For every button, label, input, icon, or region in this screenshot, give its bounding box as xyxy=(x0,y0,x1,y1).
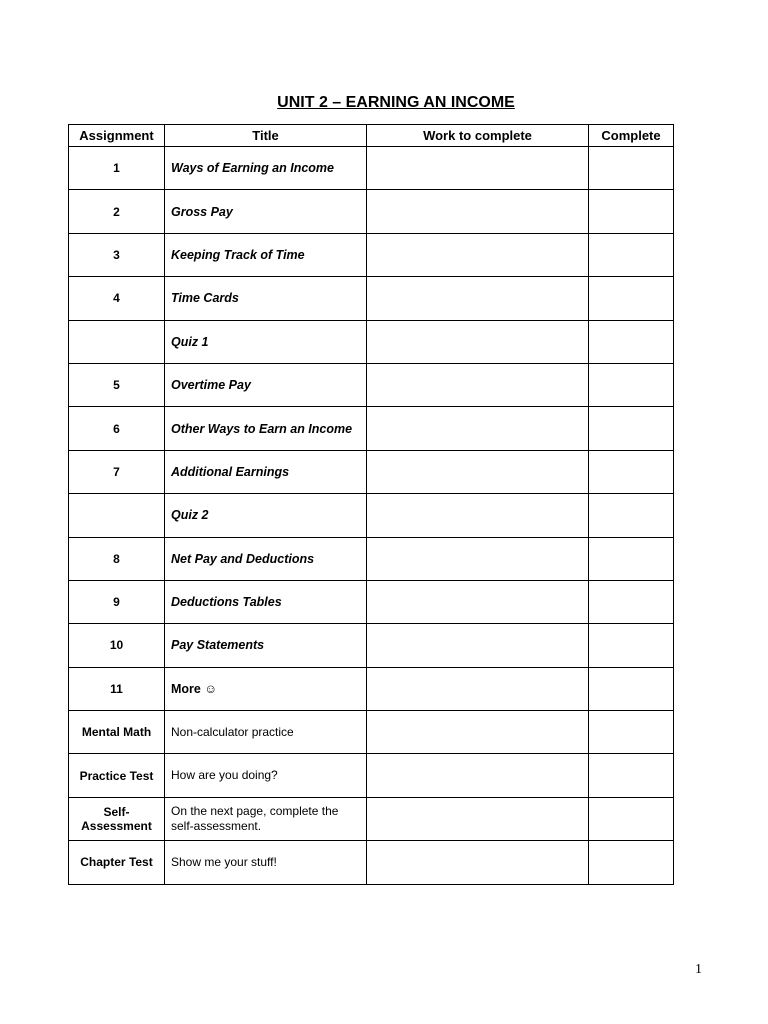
title-cell: Ways of Earning an Income xyxy=(165,147,367,190)
work-to-complete-cell[interactable] xyxy=(367,363,589,406)
complete-cell[interactable] xyxy=(589,147,674,190)
work-to-complete-cell[interactable] xyxy=(367,624,589,667)
assignment-cell xyxy=(69,320,165,363)
assignment-table xyxy=(68,124,674,885)
assignment-cell xyxy=(69,494,165,537)
table-row xyxy=(69,754,674,797)
title-cell: Net Pay and Deductions xyxy=(165,537,367,580)
table-row xyxy=(69,407,674,450)
work-to-complete-cell[interactable] xyxy=(367,147,589,190)
table-row xyxy=(69,537,674,580)
assignment-cell: Mental Math xyxy=(69,711,165,754)
complete-cell[interactable] xyxy=(589,624,674,667)
work-to-complete-cell[interactable] xyxy=(367,754,589,797)
complete-cell[interactable] xyxy=(589,190,674,233)
complete-cell[interactable] xyxy=(589,277,674,320)
title-cell: Deductions Tables xyxy=(165,580,367,623)
assignment-cell: 8 xyxy=(69,537,165,580)
work-to-complete-cell[interactable] xyxy=(367,841,589,884)
work-to-complete-cell[interactable] xyxy=(367,667,589,710)
assignment-cell: 6 xyxy=(69,407,165,450)
table-row xyxy=(69,667,674,710)
complete-cell[interactable] xyxy=(589,450,674,493)
complete-cell[interactable] xyxy=(589,580,674,623)
table-body xyxy=(69,147,674,885)
table-row xyxy=(69,233,674,276)
table-row xyxy=(69,190,674,233)
work-to-complete-cell[interactable] xyxy=(367,190,589,233)
title-cell: Show me your stuff! xyxy=(165,841,367,884)
title-cell: Pay Statements xyxy=(165,624,367,667)
assignment-cell: 10 xyxy=(69,624,165,667)
table-row xyxy=(69,624,674,667)
assignment-cell: 9 xyxy=(69,580,165,623)
title-cell: Additional Earnings xyxy=(165,450,367,493)
complete-cell[interactable] xyxy=(589,407,674,450)
table-row xyxy=(69,277,674,320)
complete-cell[interactable] xyxy=(589,363,674,406)
assignment-cell: 1 xyxy=(69,147,165,190)
work-to-complete-cell[interactable] xyxy=(367,450,589,493)
title-cell: On the next page, complete the self-assessment. xyxy=(165,797,367,840)
title-cell: How are you doing? xyxy=(165,754,367,797)
header-complete: Complete xyxy=(589,125,674,147)
complete-cell[interactable] xyxy=(589,841,674,884)
title-cell: Quiz 1 xyxy=(165,320,367,363)
page-number: 1 xyxy=(695,962,702,977)
table-row xyxy=(69,841,674,884)
work-to-complete-cell[interactable] xyxy=(367,407,589,450)
complete-cell[interactable] xyxy=(589,667,674,710)
title-cell: Non-calculator practice xyxy=(165,711,367,754)
document-title: UNIT 2 – EARNING AN INCOME xyxy=(277,94,515,111)
work-to-complete-cell[interactable] xyxy=(367,277,589,320)
assignment-cell: 11 xyxy=(69,667,165,710)
complete-cell[interactable] xyxy=(589,711,674,754)
assignment-cell: 4 xyxy=(69,277,165,320)
complete-cell[interactable] xyxy=(589,320,674,363)
work-to-complete-cell[interactable] xyxy=(367,797,589,840)
title-cell: Quiz 2 xyxy=(165,494,367,537)
complete-cell[interactable] xyxy=(589,537,674,580)
assignment-cell: Self-Assessment xyxy=(69,797,165,840)
work-to-complete-cell[interactable] xyxy=(367,494,589,537)
assignment-cell: Chapter Test xyxy=(69,841,165,884)
assignment-cell: 7 xyxy=(69,450,165,493)
assignment-cell: 5 xyxy=(69,363,165,406)
title-cell: Keeping Track of Time xyxy=(165,233,367,276)
title-cell: Time Cards xyxy=(165,277,367,320)
work-to-complete-cell[interactable] xyxy=(367,320,589,363)
work-to-complete-cell[interactable] xyxy=(367,580,589,623)
work-to-complete-cell[interactable] xyxy=(367,537,589,580)
table-row xyxy=(69,450,674,493)
title-cell: Gross Pay xyxy=(165,190,367,233)
header-work-to-complete: Work to complete xyxy=(367,125,589,147)
title-cell: Overtime Pay xyxy=(165,363,367,406)
table-header-row xyxy=(69,125,674,147)
table-row xyxy=(69,580,674,623)
complete-cell[interactable] xyxy=(589,494,674,537)
table-row xyxy=(69,147,674,190)
table-row xyxy=(69,711,674,754)
complete-cell[interactable] xyxy=(589,754,674,797)
header-assignment: Assignment xyxy=(69,125,165,147)
work-to-complete-cell[interactable] xyxy=(367,233,589,276)
complete-cell[interactable] xyxy=(589,233,674,276)
table-row xyxy=(69,494,674,537)
table-row xyxy=(69,363,674,406)
header-title: Title xyxy=(165,125,367,147)
complete-cell[interactable] xyxy=(589,797,674,840)
title-cell: Other Ways to Earn an Income xyxy=(165,407,367,450)
table-row xyxy=(69,320,674,363)
assignment-cell: 3 xyxy=(69,233,165,276)
title-cell: More ☺ xyxy=(165,667,367,710)
table-row xyxy=(69,797,674,840)
work-to-complete-cell[interactable] xyxy=(367,711,589,754)
assignment-cell: Practice Test xyxy=(69,754,165,797)
assignment-cell: 2 xyxy=(69,190,165,233)
